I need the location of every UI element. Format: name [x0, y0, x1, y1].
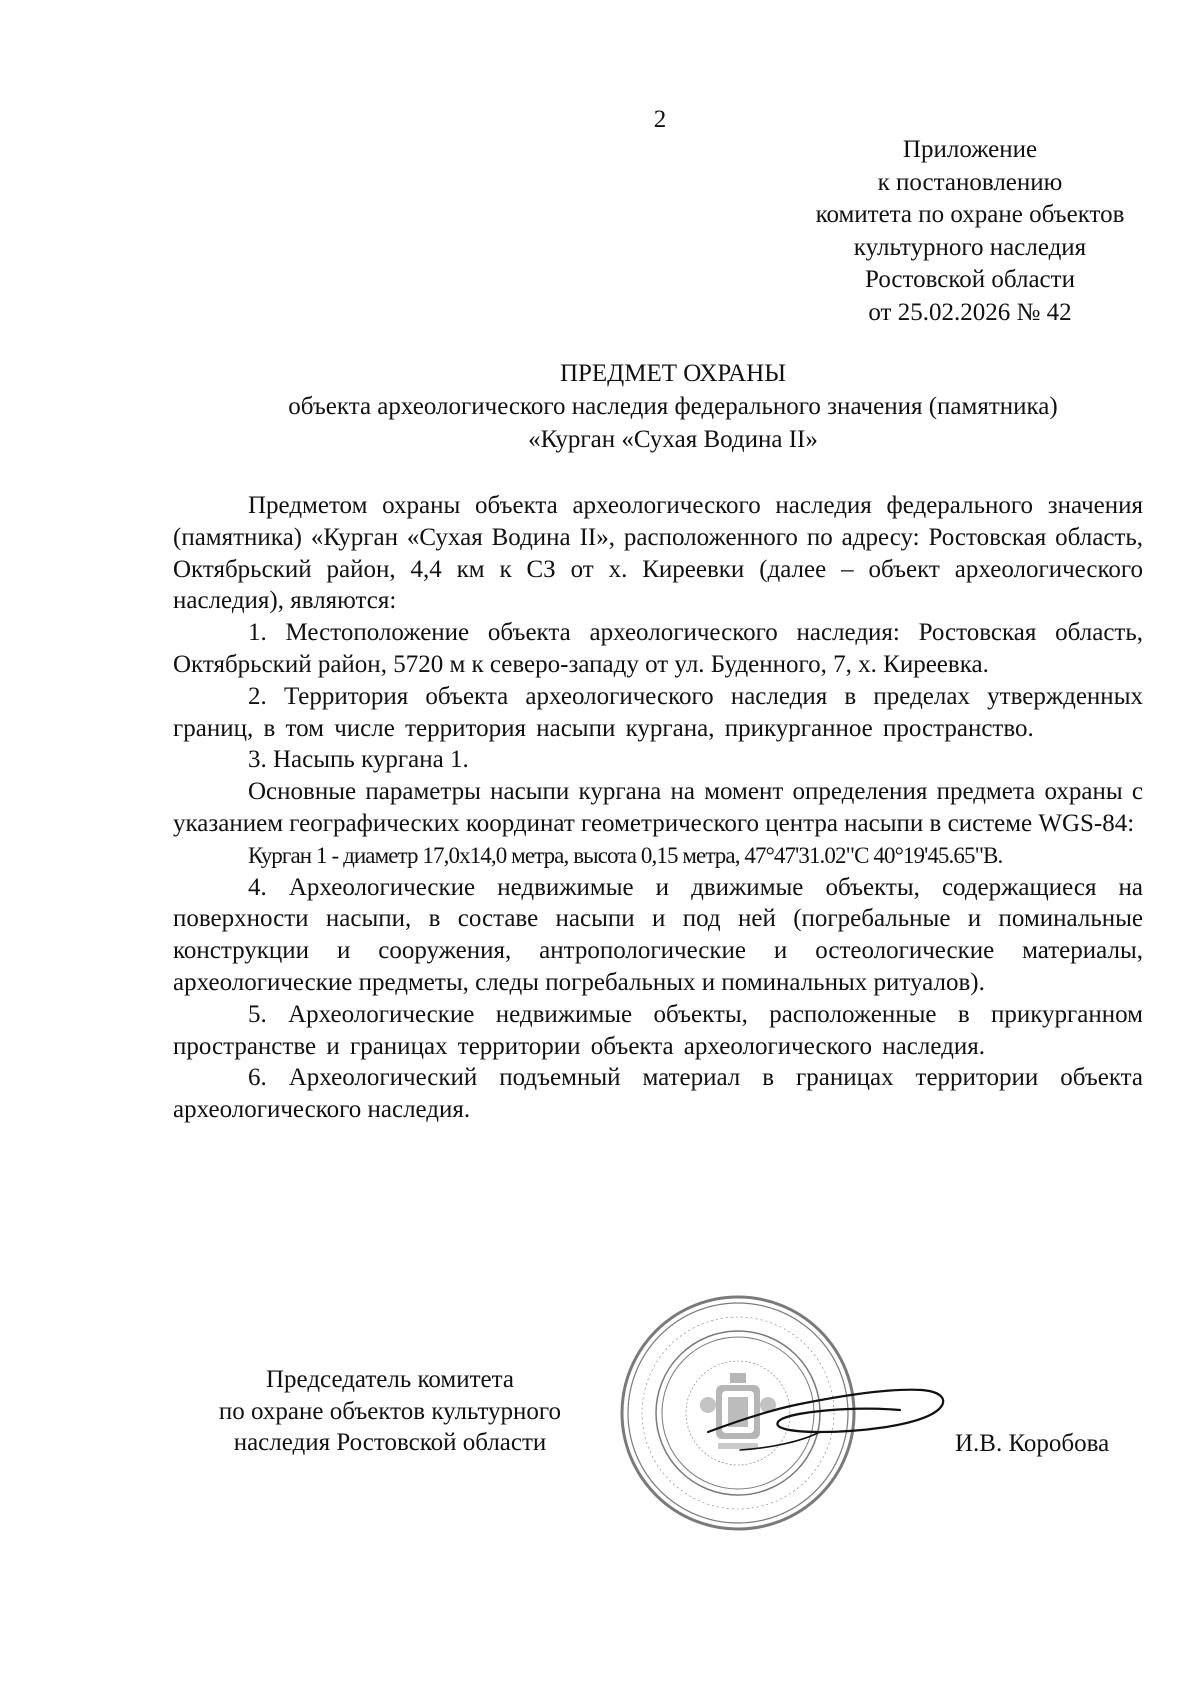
appendix-line: культурного наследия	[853, 233, 1087, 261]
list-item-1: 1. Местоположение объекта археологического наследия: Ростовская область, Октябрьский район, 5720 м к северо-западу от ул. Буденного, 7, х. Киреевка.	[173, 619, 1143, 678]
position-line: по охране объектов культурного	[218, 1397, 562, 1425]
list-item-5: 5. Археологические недвижимые объекты, расположенные в прикурганном пространстве и границах территории объекта археологического наследия.	[173, 1000, 1143, 1060]
handwritten-signature-icon	[700, 1370, 960, 1460]
title-line: «Курган «Сухая Водина II»	[528, 426, 818, 453]
position-line: Председатель комитета	[266, 1366, 514, 1393]
intro-paragraph: Предметом охраны объекта археологического наследия федерального значения (памятника) «Курган «Сухая Водина II», расположенного по адресу: Ростовская область, Октябрьский район, 4,4 км к СЗ от х. Киреевки (далее – объект археологического наследия), являются:	[173, 492, 1143, 615]
title-heading: ПРЕДМЕТ ОХРАНЫ	[559, 360, 787, 387]
document-title	[173, 357, 1173, 456]
appendix-line: Приложение	[902, 136, 1038, 163]
list-item-2: 2. Территория объекта археологического наследия в пределах утвержденных границ, в том числе территория насыпи кургана, прикурганное пространство.	[173, 682, 1143, 742]
appendix-line: комитета по охране объектов	[815, 201, 1125, 228]
appendix-line: Ростовской области	[865, 266, 1075, 293]
list-item-6: 6. Археологический подъемный материал в границах территории объекта археологического наследия.	[173, 1064, 1143, 1124]
position-line: наследия Ростовской области	[233, 1429, 547, 1456]
signatory-position	[180, 1364, 600, 1459]
signatory-name: И.В. Коробова	[955, 1430, 1110, 1457]
appendix-line: к постановлению	[877, 168, 1063, 196]
list-item-3: 3. Насыпь кургана 1.	[248, 746, 469, 774]
list-item-4: 4. Археологические недвижимые и движимые объекты, содержащиеся на поверхности насыпи, в составе насыпи и под ней (погребальные и поминальные конструкции и сооружения, антропологические и остеологические материалы, археологические предметы, следы погребальных и поминальных ритуалов).	[173, 873, 1143, 996]
coordinates-line: Курган 1 - диаметр 17,0х14,0 метра, высота 0,15 метра, 47°47'31.02"С 40°19'45.65"В.	[248, 842, 1003, 868]
document-body	[173, 490, 1143, 1126]
title-line: объекта археологического наследия федерального значения (памятника)	[288, 393, 1058, 420]
appendix-line: от 25.02.2026 № 42	[868, 298, 1072, 326]
appendix-header	[760, 134, 1180, 329]
page-number: 2	[653, 106, 667, 133]
params-paragraph: Основные параметры насыпи кургана на момент определения предмета охраны с указанием географических координат геометрического центра насыпи в системе WGS-84:	[173, 778, 1143, 837]
